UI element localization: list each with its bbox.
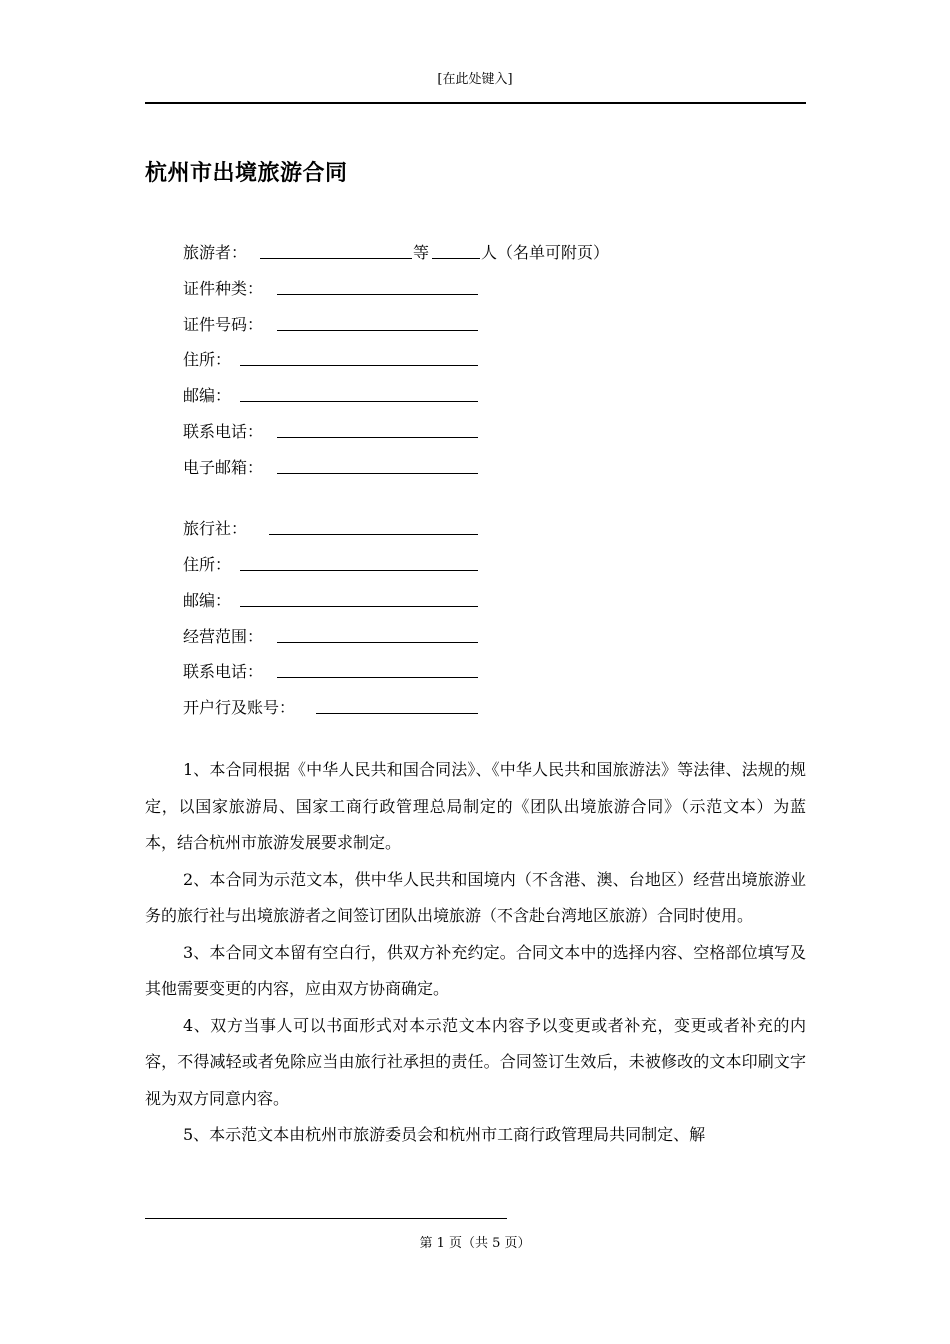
note-paragraph-5: 5、本示范文本由杭州市旅游委员会和杭州市工商行政管理局共同制定、解 [183,1125,706,1144]
tourist-name-blank[interactable] [260,258,412,259]
agency-postcode-row [183,588,231,612]
id-number-row [183,312,263,336]
agency-postcode-blank[interactable] [240,606,478,607]
agency-scope-row [183,624,263,648]
tourist-phone-row [183,419,263,443]
header-divider [145,102,806,104]
agency-name-label: 旅行社： [183,519,248,538]
tourist-postcode-blank[interactable] [240,401,478,402]
note-paragraph-4: 4、双方当事人可以书面形式对本示范文本内容予以变更或者补充，变更或者补充的内容，不得减轻或者免除应当由旅行社承担的责任。合同签订生效后，未被修改的文本印刷文字视为双方同意内容。 [145,1015,806,1108]
tourist-email-label: 电子邮箱： [183,458,264,477]
agency-phone-label: 联系电话： [183,662,264,681]
note-paragraph-2: 2、本合同为示范文本，供中华人民共和国境内（不含港、澳、台地区）经营出境旅游业务的旅行社与出境旅游者之间签订团队出境旅游（不含赴台湾地区旅游）合同时使用。 [145,869,806,925]
agency-address-blank[interactable] [240,570,478,571]
tourist-email-row [183,455,263,479]
tourist-name-label: 旅游者： [183,243,248,262]
agency-scope-label: 经营范围： [183,627,264,646]
tourist-name-row [183,240,610,264]
id-type-blank[interactable] [277,294,478,295]
agency-name-row [183,516,247,540]
tourist-postcode-row [183,383,231,407]
page-header: [在此处键入] [437,72,513,87]
count-prefix: 等 [413,243,430,262]
agency-bank-row [183,695,295,719]
tourist-address-blank[interactable] [240,365,478,366]
tourist-phone-label: 联系电话： [183,422,264,441]
agency-bank-blank[interactable] [316,713,478,714]
page-number: 第 1 页（共 5 页） [419,1236,531,1251]
note-paragraph-1: 1、本合同根据《中华人民共和国合同法》、《中华人民共和国旅游法》等法律、法规的规定，以国家旅游局、国家工商行政管理总局制定的《团队出境旅游合同》（示范文本）为蓝本，结合杭州市旅游发展要求制定。 [145,760,806,852]
count-suffix: 人（名单可附页） [481,243,610,262]
tourist-phone-blank[interactable] [277,437,478,438]
agency-bank-label: 开户行及账号： [183,698,296,717]
note-paragraph-3: 3、本合同文本留有空白行，供双方补充约定。合同文本中的选择内容、空格部位填写及其他需要变更的内容，应由双方协商确定。 [145,942,806,998]
agency-scope-blank[interactable] [277,642,478,643]
id-type-label: 证件种类： [183,279,264,298]
id-type-row [183,276,263,300]
tourist-address-row [183,347,231,371]
agency-phone-row [183,659,263,683]
agency-address-label: 住所： [183,555,232,574]
agency-postcode-label: 邮编： [183,591,232,610]
document-title: 杭州市出境旅游合同 [145,161,348,186]
agency-address-row [183,552,231,576]
id-number-blank[interactable] [277,330,478,331]
tourist-address-label: 住所： [183,350,232,369]
id-number-label: 证件号码： [183,315,264,334]
agency-name-blank[interactable] [269,534,478,535]
tourist-postcode-label: 邮编： [183,386,232,405]
tourist-count-blank[interactable] [432,258,480,259]
tourist-email-blank[interactable] [277,473,478,474]
contract-notes [145,752,806,1154]
footer-divider [145,1218,507,1219]
agency-phone-blank[interactable] [277,677,478,678]
